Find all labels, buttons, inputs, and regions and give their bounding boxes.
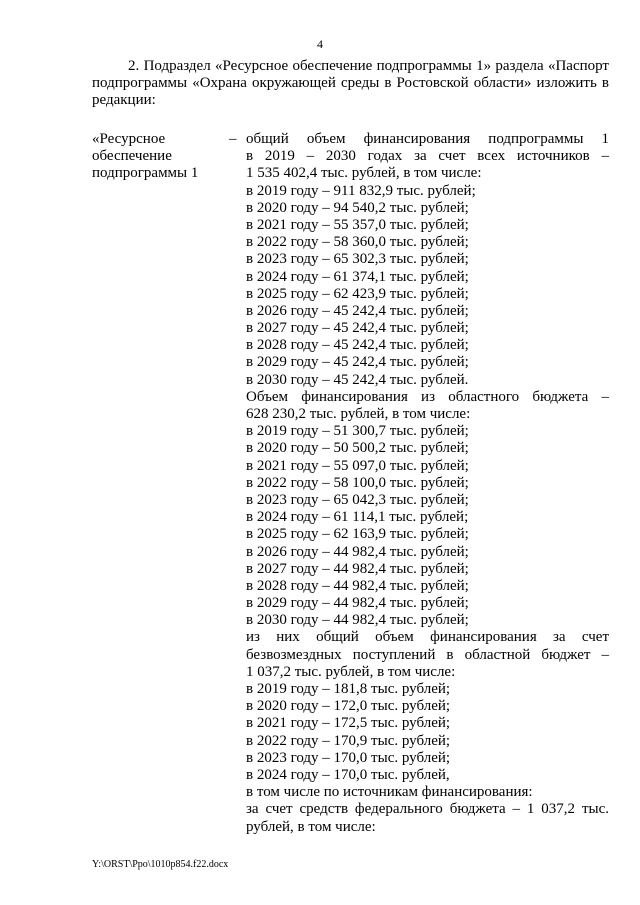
- financing-line: в том числе по источникам финансирования:: [246, 784, 533, 801]
- financing-line: в 2029 году – 45 242,4 тыс. рублей;: [246, 354, 469, 371]
- financing-line: 1 535 402,4 тыс. рублей, в том числе:: [246, 165, 482, 182]
- financing-line: в 2027 году – 44 982,4 тыс. рублей;: [246, 560, 469, 577]
- financing-line: в 2023 году – 65 302,3 тыс. рублей;: [246, 251, 469, 268]
- financing-line: в 2024 году – 61 374,1 тыс. рублей;: [246, 268, 469, 285]
- financing-line: в 2023 году – 65 042,3 тыс. рублей;: [246, 491, 469, 508]
- resource-label: [92, 131, 232, 183]
- page-number: 4: [317, 37, 323, 51]
- financing-line: в 2027 году – 45 242,4 тыс. рублей;: [246, 320, 469, 337]
- financing-line: в 2019 году – 911 832,9 тыс. рублей;: [246, 182, 476, 199]
- financing-line: в 2021 году – 172,5 тыс. рублей;: [246, 715, 451, 732]
- financing-details: [246, 131, 609, 836]
- financing-line: в 2020 году – 50 500,2 тыс. рублей;: [246, 440, 469, 457]
- financing-line: в 2025 году – 62 423,9 тыс. рублей;: [246, 285, 469, 302]
- financing-line: в 2026 году – 44 982,4 тыс. рублей;: [246, 543, 469, 560]
- financing-line: в 2021 году – 55 357,0 тыс. рублей;: [246, 216, 469, 233]
- resource-label-line-2: обеспечение: [92, 148, 172, 165]
- resource-label-line-1: «Ресурсное: [92, 131, 166, 147]
- financing-line: 1 037,2 тыс. рублей, в том числе:: [246, 663, 456, 680]
- financing-line: в 2021 году – 55 097,0 тыс. рублей;: [246, 457, 469, 474]
- financing-line: в 2023 году – 170,0 тыс. рублей;: [246, 749, 451, 766]
- financing-line: в 2029 году – 44 982,4 тыс. рублей;: [246, 595, 469, 612]
- financing-line: в 2026 году – 45 242,4 тыс. рублей;: [246, 302, 469, 319]
- financing-line: за счет средств федерального бюджета – 1 037,2 тыс.: [246, 801, 609, 818]
- financing-line: в 2019 году – 181,8 тыс. рублей;: [246, 681, 451, 697]
- financing-line: в 2022 году – 58 100,0 тыс. рублей;: [246, 474, 469, 491]
- intro-paragraph: 2. Подраздел «Ресурсное обеспечение подпрограммы 1» раздела «Паспорт подпрограммы «Охрана окружающей среды в Ростовской области» изложить в редакции:: [92, 58, 609, 109]
- financing-line: безвозмездных поступлений в областной бюджет –: [246, 646, 609, 663]
- financing-line: в 2030 году – 44 982,4 тыс. рублей;: [246, 612, 469, 629]
- financing-line: в 2024 году – 170,0 тыс. рублей,: [246, 766, 450, 783]
- financing-line: в 2019 – 2030 годах за счет всех источников –: [246, 148, 609, 165]
- financing-line: из них общий объем финансирования за счет: [246, 629, 609, 646]
- label-dash: –: [229, 131, 237, 147]
- file-path-footer: Y:\ORST\Ppo\1010p854.f22.docx: [92, 859, 229, 870]
- financing-line: в 2022 году – 170,9 тыс. рублей;: [246, 732, 451, 749]
- financing-line: в 2020 году – 172,0 тыс. рублей;: [246, 698, 451, 715]
- financing-line: в 2025 году – 62 163,9 тыс. рублей;: [246, 526, 469, 543]
- financing-line: в 2028 году – 44 982,4 тыс. рублей;: [246, 577, 469, 594]
- resource-label-line-3: подпрограммы 1: [92, 165, 199, 182]
- financing-line: 628 230,2 тыс. рублей, в том числе:: [246, 406, 471, 422]
- financing-line: в 2022 году – 58 360,0 тыс. рублей;: [246, 234, 469, 251]
- financing-line: в 2024 году – 61 114,1 тыс. рублей;: [246, 509, 469, 526]
- financing-line: Объем финансирования из областного бюджета –: [246, 388, 609, 405]
- financing-line: в 2028 году – 45 242,4 тыс. рублей;: [246, 337, 469, 354]
- financing-line: рублей, в том числе:: [246, 818, 376, 835]
- financing-line: в 2019 году – 51 300,7 тыс. рублей;: [246, 423, 469, 440]
- financing-line: общий объем финансирования подпрограммы 1: [246, 131, 609, 147]
- financing-line: в 2020 году – 94 540,2 тыс. рублей;: [246, 199, 469, 216]
- financing-line: в 2030 году – 45 242,4 тыс. рублей.: [246, 371, 469, 388]
